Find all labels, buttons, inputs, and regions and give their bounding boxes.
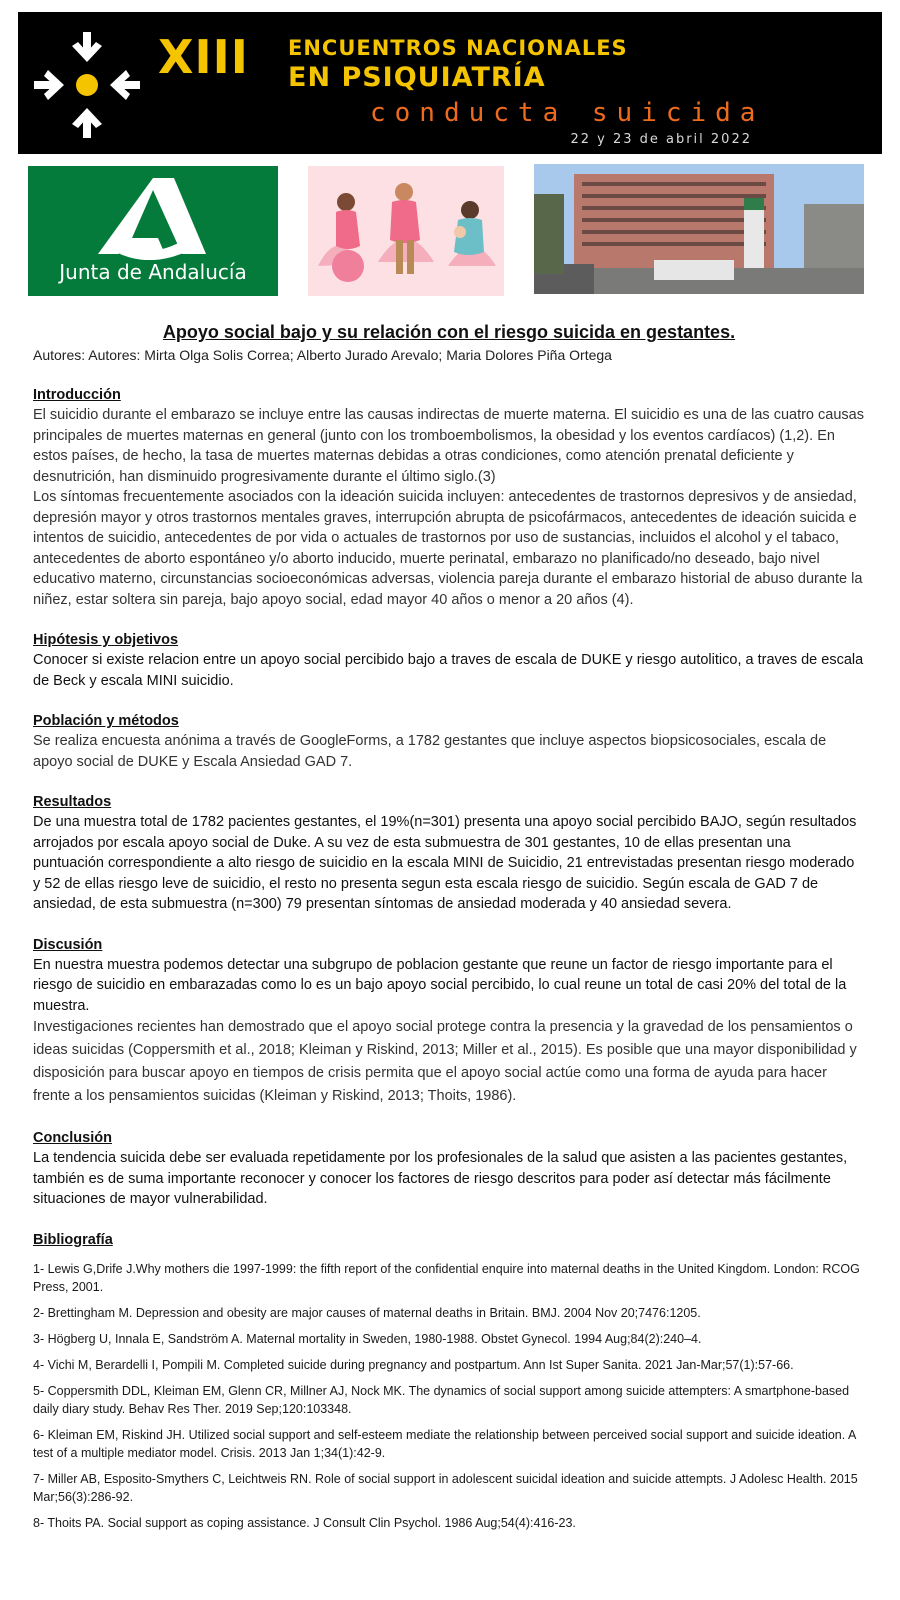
banner-numeral: XIII bbox=[158, 30, 249, 84]
reference-item: 8- Thoits PA. Social support as coping assistance. J Consult Clin Psychol. 1986 Aug;54(4):416-23. bbox=[33, 1515, 576, 1530]
discussion-heading: Discusión bbox=[33, 936, 103, 953]
introduction-paragraph-1: El suicidio durante el embarazo se incluye entre las causas indirectas de muerte materna. El suicidio es una de las cuatro causas principales de muertes maternas en general (junto con los tromboembolismos, la obesidad y los eventos cardíacos) (1,2). En estos países, de hecho, la tasa de muertes maternas debidas a otras condiciones, como atención prenatal deficiente y desnutrición, han disminuido progresivamente durante el último siglo.(3) bbox=[33, 407, 864, 485]
banner-line-1: ENCUENTROS NACIONALES bbox=[288, 36, 628, 60]
section-conclusion bbox=[33, 1128, 865, 1210]
results-paragraph: De una muestra total de 1782 pacientes gestantes, el 19%(n=301) presenta una apoyo social percibido BAJO, según resultados arrojados por escala apoyo social de Duke. A su vez de esta submuestra de 301 gestantes, 10 de ellas presentan una puntuación correspondiente a alto riesgo de suicidio en la escala MINI de Suicidio, 21 entrevistadas presentan riesgo moderado y 52 de ellas riesgo leve de suicidio, el resto no presenta segun esta escala riesgo de suicidio. Según escala de GAD 7 de ansiedad, de esta submuestra (n=300) 79 presentan síntomas de ansiedad moderada y 40 ansiedad severa. bbox=[33, 814, 857, 912]
conclusion-heading: Conclusión bbox=[33, 1130, 112, 1146]
reference-item: 1- Lewis G,Drife J.Why mothers die 1997-1999: the fifth report of the confidential enquire into maternal deaths in the United Kingdom. London: RCOG Press, 2001. bbox=[33, 1261, 860, 1294]
methods-paragraph: Se realiza encuesta anónima a través de GoogleForms, a 1782 gestantes que incluye aspectos biopsicosociales, escala de apoyo social de DUKE y Escala Ansiedad GAD 7. bbox=[33, 733, 827, 770]
pregnant-women-illustration bbox=[308, 166, 504, 296]
reference-item: 5- Coppersmith DDL, Kleiman EM, Glenn CR, Millner AJ, Nock MK. The dynamics of social support among suicide attempters: A smartphone-based daily diary study. Behav Res Ther. 2019 Sep;120:103348. bbox=[33, 1383, 850, 1416]
banner-line-2: EN PSIQUIATRÍA bbox=[288, 62, 546, 93]
event-banner bbox=[18, 12, 882, 154]
section-hypothesis bbox=[33, 630, 865, 691]
reference-item: 7- Miller AB, Esposito-Smythers C, Leichtweis RN. Role of social support in adolescent suicidal ideation and suicide attempts. J Adolesc Health. 2015 Mar;56(3):286-92. bbox=[33, 1471, 858, 1504]
introduction-paragraph-2: Los síntomas frecuentemente asociados con la ideación suicida incluyen: antecedentes de trastornos depresivos y de ansiedad, depresión mayor y otros trastornos mentales graves, interrupción abrupta de psicofármacos, antecedentes de ideación suicida e intentos de suicidio, antecedentes de por vida o actuales de trastornos por uso de sustancias, incluidos el alcohol y el tabaco, antecedentes de aborto espontáneo y/o aborto inducido, muerte perinatal, embarazo no planificado/no deseado, bajo nivel educativo materno, circunstancias socioeconómicas adversas, violencia pareja durante el embarazo historial de abuso durante la niñez, estar soltera sin pareja, bajo apoyo social, edad mayor 40 años o menor a 20 años (4). bbox=[33, 489, 863, 608]
paper-body bbox=[33, 322, 865, 1540]
reference-item: 3- Högberg U, Innala E, Sandström A. Maternal mortality in Sweden, 1980-1988. Obstet Gynecol. 1994 Aug;84(2):240–4. bbox=[33, 1331, 702, 1346]
section-introduction bbox=[33, 385, 865, 610]
discussion-paragraph-2: Investigaciones recientes han demostrado que el apoyo social protege contra la presencia y la gravedad de los pensamientos o ideas suicidas (Coppersmith et al., 2018; Kleiman y Riskind, 2013; Miller et al., 2015). Es posible que una mayor disponibilidad y disposición para buscar apoyo en tiempos de crisis permita que el apoyo social actúe como una forma de ayuda para hacer frente a los pensamientos suicidas (Kleiman y Riskind, 2013; Thoits, 1986). bbox=[33, 1019, 857, 1104]
authors-line: Autores: Autores: Mirta Olga Solis Correa; Alberto Jurado Arevalo; Maria Dolores Piña Ortega bbox=[33, 347, 612, 363]
reference-item: 4- Vichi M, Berardelli I, Pompili M. Completed suicide during pregnancy and postpartum. Ann Ist Super Sanita. 2021 Jan-Mar;57(1):57-66. bbox=[33, 1357, 794, 1372]
banner-subtitle: conducta suicida bbox=[370, 98, 765, 128]
hypothesis-paragraph: Conocer si existe relacion entre un apoyo social percibido bajo a traves de escala de DUKE y riesgo autolitico, a traves de escala de Beck y escala MINI suicidio. bbox=[33, 652, 864, 689]
conclusion-paragraph: La tendencia suicida debe ser evaluada repetidamente por los profesionales de la salud que asisten a las pacientes gestantes, también es de suma importante reconocer y conocer los factores de riesgo descritos para poder así detectar más fácilmente situaciones de mayor vulnerabilidad. bbox=[33, 1150, 848, 1207]
junta-label: Junta de Andalucía bbox=[59, 260, 247, 284]
junta-a-icon bbox=[98, 176, 208, 260]
section-discussion bbox=[33, 935, 865, 1109]
hospital-photo bbox=[534, 164, 864, 294]
section-results bbox=[33, 792, 865, 915]
junta-andalucia-logo bbox=[28, 166, 278, 296]
reference-list bbox=[33, 1260, 865, 1532]
arrows-logo-icon bbox=[32, 30, 142, 140]
reference-item: 6- Kleiman EM, Riskind JH. Utilized social support and self-esteem mediate the relationship between perceived social support and suicide ideation. A test of a multiple mediator model. Crisis. 2013 Jan 1;34(1):42-9. bbox=[33, 1427, 856, 1460]
banner-date: 22 y 23 de abril 2022 bbox=[570, 132, 752, 147]
discussion-paragraph-1: En nuestra muestra podemos detectar una subgrupo de poblacion gestante que reune un factor de riesgo importante para el riesgo de suicidio en embarazadas como lo es un bajo apoyo social percibido, lo cual reune un total de casi 20% del total de la muestra. bbox=[33, 956, 847, 1014]
section-methods bbox=[33, 711, 865, 772]
reference-item: 2- Brettingham M. Depression and obesity are major causes of maternal deaths in Britain. BMJ. 2004 Nov 20;7476:1205. bbox=[33, 1305, 701, 1320]
hypothesis-heading: Hipótesis y objetivos bbox=[33, 632, 179, 648]
introduction-heading: Introducción bbox=[33, 387, 121, 403]
results-heading: Resultados bbox=[33, 794, 112, 810]
methods-heading: Población y métodos bbox=[33, 713, 179, 729]
section-bibliography bbox=[33, 1230, 865, 1532]
bibliography-heading: Bibliografía bbox=[33, 1231, 113, 1248]
paper-title: Apoyo social bajo y su relación con el riesgo suicida en gestantes. bbox=[162, 322, 736, 342]
